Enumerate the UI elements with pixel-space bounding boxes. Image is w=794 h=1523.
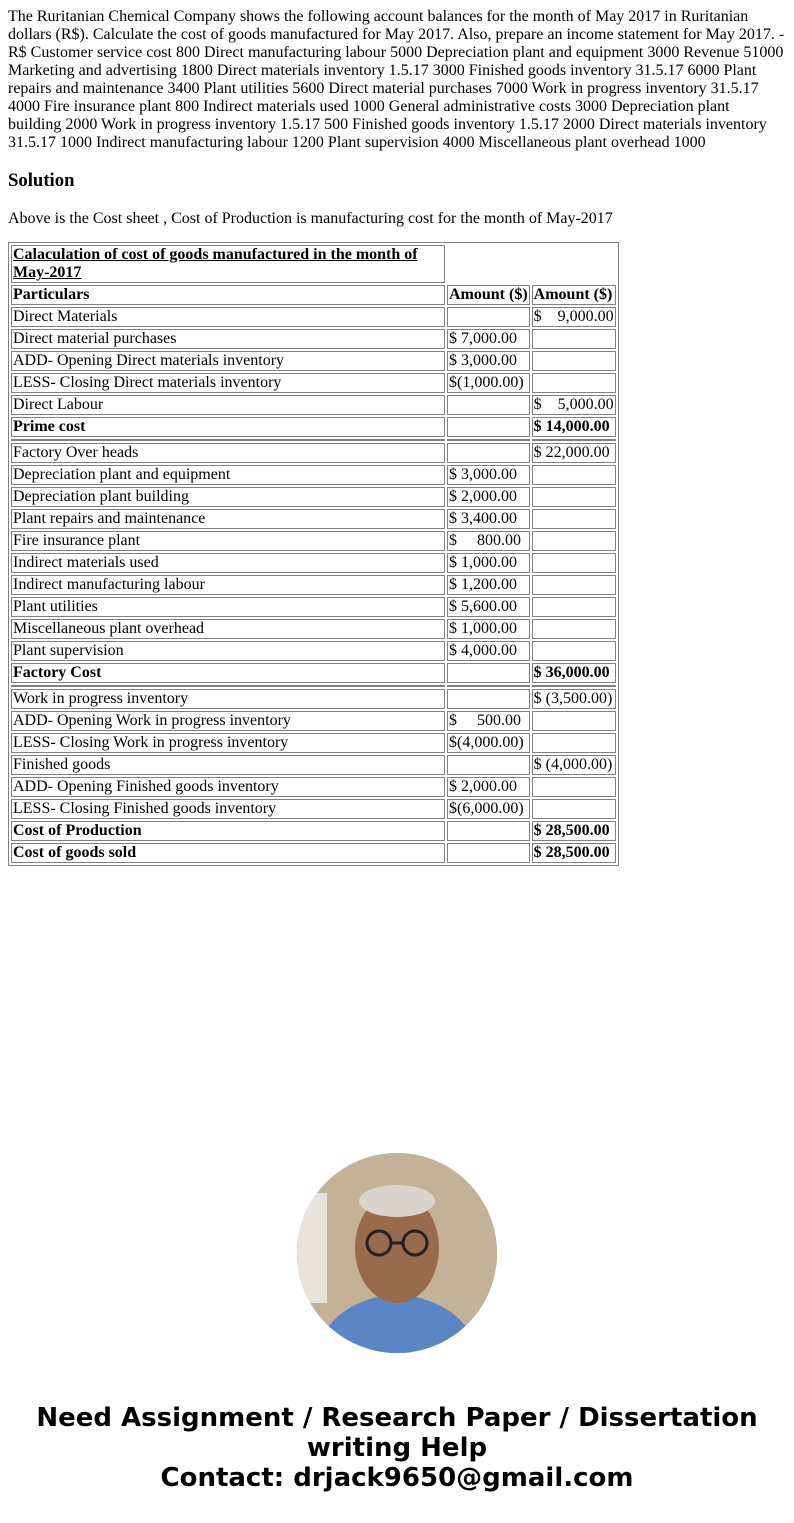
row-label: ADD- Opening Direct materials inventory <box>11 351 445 371</box>
row-label: Indirect materials used <box>11 553 445 573</box>
amount-cell: $ 2,000.00 <box>447 777 530 797</box>
total-cell <box>532 487 616 507</box>
total-cell <box>532 575 616 595</box>
table-row <box>11 351 616 371</box>
row-label: Plant utilities <box>11 597 445 617</box>
footer-contact <box>0 1403 794 1493</box>
amount-cell: Amount ($) <box>449 286 528 303</box>
amount-cell: $(1,000.00) <box>447 373 530 393</box>
total-cell: $ (3,500.00) <box>532 689 616 709</box>
total-cell: $ 14,000.00 <box>532 417 616 437</box>
amount-cell <box>447 663 530 683</box>
total-cell <box>532 799 616 819</box>
row-label: Depreciation plant and equipment <box>11 465 445 485</box>
total-cell <box>532 373 616 393</box>
table-row <box>11 509 616 529</box>
separator-row <box>11 439 616 441</box>
row-label: Indirect manufacturing labour <box>11 575 445 595</box>
row-label: ADD- Opening Finished goods inventory <box>11 777 445 797</box>
total-cell <box>532 641 616 661</box>
total-cell <box>532 509 616 529</box>
separator-cell <box>532 685 616 687</box>
row-label: ADD- Opening Work in progress inventory <box>11 711 445 731</box>
amount-cell: $ 2,000.00 <box>447 487 530 507</box>
total-cell: $ 5,000.00 <box>533 396 614 413</box>
footer-line-2: writing Help <box>306 1433 488 1463</box>
table-title-row <box>11 245 616 283</box>
total-cell <box>532 465 616 485</box>
table-row <box>11 663 616 683</box>
amount-cell <box>447 755 530 775</box>
row-label: Miscellaneous plant overhead <box>11 619 445 639</box>
row-label: LESS- Closing Finished goods inventory <box>11 799 445 819</box>
table-row <box>11 799 616 819</box>
row-label: Plant supervision <box>11 641 445 661</box>
separator-cell <box>11 439 445 441</box>
total-cell: Amount ($) <box>532 285 616 305</box>
total-cell: $ 36,000.00 <box>532 663 616 683</box>
amount-cell: $ 5,600.00 <box>447 597 530 617</box>
amount-cell: $ 1,000.00 <box>447 619 530 639</box>
footer-contact-email: Contact: drjack9650@gmail.com <box>160 1463 634 1493</box>
separator-cell <box>447 439 530 441</box>
table-title: Calaculation of cost of goods manufactured in the month of May-2017 <box>11 245 445 283</box>
row-label: LESS- Closing Direct materials inventory <box>11 373 445 393</box>
total-cell <box>532 711 616 731</box>
amount-cell: $ 1,200.00 <box>447 575 530 595</box>
total-cell <box>532 553 616 573</box>
table-row <box>11 395 616 415</box>
amount-cell <box>447 843 530 863</box>
amount-cell: $ 7,000.00 <box>447 329 530 349</box>
total-cell <box>532 351 616 371</box>
separator-cell <box>447 685 530 687</box>
table-row <box>11 641 616 661</box>
amount-cell: $ 4,000.00 <box>447 641 530 661</box>
table-row <box>11 619 616 639</box>
table-header-row <box>11 285 616 305</box>
amount-cell: $(6,000.00) <box>447 799 530 819</box>
row-label: Direct material purchases <box>11 329 445 349</box>
row-label: Fire insurance plant <box>11 531 445 551</box>
row-label: Plant repairs and maintenance <box>11 509 445 529</box>
total-cell: $ 28,500.00 <box>532 821 616 841</box>
amount-cell: $ 3,000.00 <box>447 351 530 371</box>
question-text: The Ruritanian Chemical Company shows the following account balances for the month of May 2017 in Ruritanian dollars (R$). Calculate the cost of goods manufactured for May 2017. Also, prepare an income statement for May 2017. - R$ Customer service cost 800 Direct manufacturing labour 5000 Depreciation plant and equipment 3000 Revenue 51000 Marketing and advertising 1800 Direct materials inventory 1.5.17 3000 Finished goods inventory 31.5.17 6000 Plant repairs and maintenance 3400 Plant utilities 5600 Direct material purchases 7000 Work in progress inventory 31.5.17 4000 Fire insurance plant 800 Indirect materials used 1000 General administrative costs 3000 Depreciation plant building 2000 Work in progress inventory 1.5.17 500 Finished goods inventory 1.5.17 2000 Direct materials inventory 31.5.17 1000 Indirect manufacturing labour 1200 Plant supervision 4000 Miscellaneous plant overhead 1000 <box>8 8 785 151</box>
table-row <box>11 443 616 463</box>
row-label: Factory Cost <box>11 663 445 683</box>
table-row <box>11 575 616 595</box>
total-cell: $ (4,000.00) <box>532 755 616 775</box>
row-label: Particulars <box>11 285 445 305</box>
row-label: Direct Materials <box>11 307 445 327</box>
table-row <box>11 553 616 573</box>
table-row <box>11 821 616 841</box>
table-row <box>11 487 616 507</box>
table-row <box>11 755 616 775</box>
table-row <box>11 531 616 551</box>
total-cell <box>532 329 616 349</box>
table-row <box>11 777 616 797</box>
amount-cell <box>447 307 530 327</box>
table-row <box>11 597 616 617</box>
row-label: Prime cost <box>11 417 445 437</box>
amount-cell: $ 800.00 <box>447 531 530 551</box>
row-label: Depreciation plant building <box>11 487 445 507</box>
empty-cell <box>447 245 616 283</box>
total-cell <box>532 619 616 639</box>
amount-cell: $ 3,000.00 <box>447 465 530 485</box>
total-cell: $ 22,000.00 <box>532 443 616 463</box>
amount-cell: $ 500.00 <box>447 711 530 731</box>
row-label: Work in progress inventory <box>11 689 445 709</box>
table-row <box>11 329 616 349</box>
solution-intro: Above is the Cost sheet , Cost of Production is manufacturing cost for the month of May-2017 <box>8 210 613 227</box>
solution-heading: Solution <box>8 170 75 191</box>
total-cell <box>532 597 616 617</box>
amount-cell: $(4,000.00) <box>447 733 530 753</box>
row-label: Cost of goods sold <box>11 843 445 863</box>
table-row <box>11 711 616 731</box>
table-row <box>11 417 616 437</box>
total-cell <box>532 777 616 797</box>
footer-line-1: Need Assignment / Research Paper / Dissertation <box>36 1403 758 1433</box>
table-row <box>11 465 616 485</box>
row-label: Factory Over heads <box>11 443 445 463</box>
total-cell: $ 28,500.00 <box>532 843 616 863</box>
row-label: Cost of Production <box>11 821 445 841</box>
total-cell: $ 9,000.00 <box>533 308 614 325</box>
amount-cell: $ 3,400.00 <box>447 509 530 529</box>
author-avatar <box>297 1153 497 1353</box>
row-label: LESS- Closing Work in progress inventory <box>11 733 445 753</box>
table-row <box>11 733 616 753</box>
cost-sheet-table <box>8 242 619 866</box>
row-label: Direct Labour <box>11 395 445 415</box>
amount-cell <box>447 689 530 709</box>
total-cell <box>532 531 616 551</box>
table-row <box>11 689 616 709</box>
table-row <box>11 843 616 863</box>
table-row <box>11 307 616 327</box>
person-photo-icon <box>297 1153 497 1353</box>
total-cell <box>532 733 616 753</box>
separator-cell <box>532 439 616 441</box>
amount-cell <box>447 821 530 841</box>
separator-row <box>11 685 616 687</box>
amount-cell: $ 1,000.00 <box>447 553 530 573</box>
amount-cell <box>447 395 530 415</box>
separator-cell <box>11 685 445 687</box>
amount-cell <box>447 443 530 463</box>
amount-cell <box>447 417 530 437</box>
table-row <box>11 373 616 393</box>
row-label: Finished goods <box>11 755 445 775</box>
